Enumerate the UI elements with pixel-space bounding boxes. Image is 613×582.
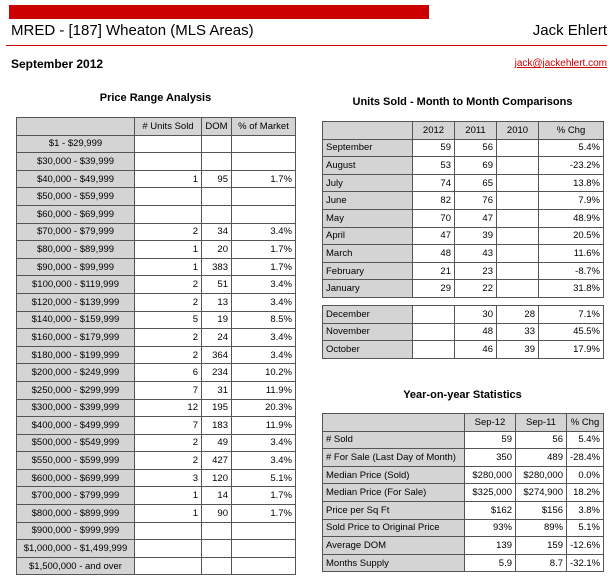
units-sold-header-cell: 2011 bbox=[455, 122, 497, 140]
price-range-cell: 5.1% bbox=[232, 469, 296, 487]
price-range-cell: 24 bbox=[202, 329, 232, 347]
price-range-title: Price Range Analysis bbox=[99, 92, 212, 104]
price-range-cell bbox=[135, 188, 202, 206]
price-range-cell bbox=[135, 557, 202, 575]
price-range-cell: 1.7% bbox=[232, 170, 296, 188]
yoy-cell: $325,000 bbox=[465, 484, 516, 502]
units-sold-cell: 11.6% bbox=[539, 245, 604, 263]
units-sold-cell: 30 bbox=[455, 305, 497, 323]
price-range-cell: 3.4% bbox=[232, 293, 296, 311]
units-sold-cell: 70 bbox=[413, 209, 455, 227]
units-sold-cell: 48.9% bbox=[539, 209, 604, 227]
yoy-header-cell: % Chg bbox=[567, 414, 604, 432]
price-range-cell: 1 bbox=[135, 487, 202, 505]
units-sold-row-label: October bbox=[323, 341, 413, 359]
yoy-header-cell: Sep-11 bbox=[516, 414, 567, 432]
yoy-row-label: # Sold bbox=[323, 431, 465, 449]
price-range-cell: 95 bbox=[202, 170, 232, 188]
price-range-cell: 14 bbox=[202, 487, 232, 505]
yoy-cell: 139 bbox=[465, 537, 516, 555]
units-sold-row bbox=[323, 192, 604, 210]
units-sold-cell bbox=[497, 227, 539, 245]
price-range-cell: 120 bbox=[202, 469, 232, 487]
yoy-row-label: Price per Sq Ft bbox=[323, 501, 465, 519]
price-range-cell: 34 bbox=[202, 223, 232, 241]
price-range-cell: 8.5% bbox=[232, 311, 296, 329]
price-range-cell: 10.2% bbox=[232, 364, 296, 382]
units-sold-row bbox=[323, 262, 604, 280]
price-range-cell: 364 bbox=[202, 346, 232, 364]
units-sold-row bbox=[323, 227, 604, 245]
units-sold-cell: 39 bbox=[497, 341, 539, 359]
price-range-cell: 2 bbox=[135, 452, 202, 470]
units-sold-cell: 28 bbox=[497, 305, 539, 323]
price-range-row-label: $250,000 - $299,999 bbox=[17, 381, 135, 399]
units-sold-cell: -8.7% bbox=[539, 262, 604, 280]
yoy-title: Year-on-year Statistics bbox=[403, 389, 522, 401]
price-range-cell bbox=[135, 135, 202, 153]
price-range-row bbox=[17, 258, 296, 276]
price-range-cell: 7 bbox=[135, 417, 202, 435]
yoy-cell: 8.7 bbox=[516, 554, 567, 572]
yoy-row bbox=[323, 519, 604, 537]
price-range-cell bbox=[202, 205, 232, 223]
yoy-row-label: # For Sale (Last Day of Month) bbox=[323, 449, 465, 467]
yoy-cell: 89% bbox=[516, 519, 567, 537]
table-spacer-row bbox=[323, 297, 604, 305]
yoy-row bbox=[323, 501, 604, 519]
price-range-row bbox=[17, 557, 296, 575]
price-range-row-label: $700,000 - $799,999 bbox=[17, 487, 135, 505]
yoy-row bbox=[323, 449, 604, 467]
price-range-row-label: $400,000 - $499,999 bbox=[17, 417, 135, 435]
yoy-cell: 5.4% bbox=[567, 431, 604, 449]
price-range-cell: 19 bbox=[202, 311, 232, 329]
yoy-cell: $280,000 bbox=[465, 466, 516, 484]
price-range-cell: 427 bbox=[202, 452, 232, 470]
price-range-cell: 2 bbox=[135, 276, 202, 294]
units-sold-cell bbox=[413, 305, 455, 323]
price-range-cell: 3.4% bbox=[232, 346, 296, 364]
price-range-row bbox=[17, 170, 296, 188]
price-range-row-label: $300,000 - $399,999 bbox=[17, 399, 135, 417]
units-sold-cell: 5.4% bbox=[539, 139, 604, 157]
price-range-header-cell: # Units Sold bbox=[135, 118, 202, 136]
price-range-cell bbox=[232, 205, 296, 223]
price-range-row-label: $180,000 - $199,999 bbox=[17, 346, 135, 364]
price-range-row bbox=[17, 329, 296, 347]
price-range-row bbox=[17, 364, 296, 382]
price-range-cell bbox=[135, 540, 202, 558]
units-sold-cell: 22 bbox=[455, 280, 497, 298]
report-title: MRED - [187] Wheaton (MLS Areas) bbox=[11, 22, 254, 39]
price-range-cell: 3.4% bbox=[232, 329, 296, 347]
price-range-row-label: $100,000 - $119,999 bbox=[17, 276, 135, 294]
price-range-cell: 3.4% bbox=[232, 452, 296, 470]
units-sold-cell: 48 bbox=[413, 245, 455, 263]
units-sold-cell: 13.8% bbox=[539, 174, 604, 192]
price-range-row-label: $80,000 - $89,999 bbox=[17, 241, 135, 259]
price-range-cell: 31 bbox=[202, 381, 232, 399]
units-sold-row-label: August bbox=[323, 157, 413, 175]
price-range-cell bbox=[202, 522, 232, 540]
units-sold-cell: 39 bbox=[455, 227, 497, 245]
price-range-row bbox=[17, 487, 296, 505]
price-range-cell: 11.9% bbox=[232, 417, 296, 435]
units-sold-cell: 74 bbox=[413, 174, 455, 192]
yoy-row-label: Median Price (For Sale) bbox=[323, 484, 465, 502]
units-sold-cell: 7.9% bbox=[539, 192, 604, 210]
yoy-row-label: Median Price (Sold) bbox=[323, 466, 465, 484]
price-range-cell bbox=[202, 557, 232, 575]
units-sold-cell: 76 bbox=[455, 192, 497, 210]
price-range-cell bbox=[135, 153, 202, 171]
price-range-cell bbox=[202, 188, 232, 206]
price-range-cell bbox=[232, 153, 296, 171]
units-sold-cell: 53 bbox=[413, 157, 455, 175]
price-range-header-cell: DOM bbox=[202, 118, 232, 136]
units-sold-cell: 45.5% bbox=[539, 323, 604, 341]
units-sold-row bbox=[323, 245, 604, 263]
header-divider bbox=[6, 45, 607, 46]
units-sold-row-label: July bbox=[323, 174, 413, 192]
yoy-row bbox=[323, 554, 604, 572]
yoy-header-cell bbox=[323, 414, 465, 432]
yoy-cell: $280,000 bbox=[516, 466, 567, 484]
price-range-cell: 1.7% bbox=[232, 487, 296, 505]
price-range-cell: 20.3% bbox=[232, 399, 296, 417]
yoy-cell: -28.4% bbox=[567, 449, 604, 467]
price-range-row bbox=[17, 540, 296, 558]
units-sold-header-cell: 2012 bbox=[413, 122, 455, 140]
price-range-cell: 2 bbox=[135, 346, 202, 364]
units-sold-cell: 47 bbox=[455, 209, 497, 227]
price-range-row bbox=[17, 276, 296, 294]
price-range-cell bbox=[232, 540, 296, 558]
units-sold-cell: 48 bbox=[455, 323, 497, 341]
price-range-row-label: $900,000 - $999,999 bbox=[17, 522, 135, 540]
price-range-cell bbox=[232, 188, 296, 206]
units-sold-cell: 21 bbox=[413, 262, 455, 280]
header-accent-bar bbox=[9, 5, 429, 19]
price-range-row bbox=[17, 505, 296, 523]
price-range-cell: 234 bbox=[202, 364, 232, 382]
price-range-cell bbox=[135, 522, 202, 540]
yoy-row bbox=[323, 466, 604, 484]
yoy-cell: $156 bbox=[516, 501, 567, 519]
units-sold-row bbox=[323, 139, 604, 157]
price-range-cell: 6 bbox=[135, 364, 202, 382]
price-range-cell: 90 bbox=[202, 505, 232, 523]
price-range-row-label: $200,000 - $249,999 bbox=[17, 364, 135, 382]
price-range-cell: 1.7% bbox=[232, 505, 296, 523]
price-range-row-label: $30,000 - $39,999 bbox=[17, 153, 135, 171]
units-sold-row bbox=[323, 174, 604, 192]
price-range-cell: 3.4% bbox=[232, 223, 296, 241]
price-range-table bbox=[16, 117, 296, 575]
price-range-cell: 3 bbox=[135, 469, 202, 487]
price-range-cell: 1.7% bbox=[232, 258, 296, 276]
yoy-cell: 350 bbox=[465, 449, 516, 467]
price-range-cell bbox=[232, 135, 296, 153]
price-range-row-label: $160,000 - $179,999 bbox=[17, 329, 135, 347]
price-range-cell: 1 bbox=[135, 258, 202, 276]
yoy-cell: 59 bbox=[465, 431, 516, 449]
price-range-cell: 7 bbox=[135, 381, 202, 399]
units-sold-cell bbox=[497, 245, 539, 263]
units-sold-header-cell bbox=[323, 122, 413, 140]
price-range-cell: 20 bbox=[202, 241, 232, 259]
price-range-row bbox=[17, 381, 296, 399]
yoy-cell: 5.1% bbox=[567, 519, 604, 537]
units-sold-cell bbox=[497, 174, 539, 192]
price-range-cell: 12 bbox=[135, 399, 202, 417]
yoy-cell: -32.1% bbox=[567, 554, 604, 572]
price-range-cell: 13 bbox=[202, 293, 232, 311]
price-range-row-label: $120,000 - $139,999 bbox=[17, 293, 135, 311]
price-range-cell: 1.7% bbox=[232, 241, 296, 259]
price-range-row-label: $550,000 - $599,999 bbox=[17, 452, 135, 470]
price-range-row-label: $500,000 - $549,999 bbox=[17, 434, 135, 452]
price-range-cell bbox=[135, 205, 202, 223]
units-sold-cell bbox=[497, 192, 539, 210]
units-sold-cell bbox=[497, 280, 539, 298]
units-sold-cell: 69 bbox=[455, 157, 497, 175]
units-sold-cell: 56 bbox=[455, 139, 497, 157]
price-range-cell: 3.4% bbox=[232, 276, 296, 294]
yoy-row bbox=[323, 431, 604, 449]
units-sold-cell: 29 bbox=[413, 280, 455, 298]
units-sold-cell bbox=[413, 341, 455, 359]
units-sold-row bbox=[323, 209, 604, 227]
yoy-row-label: Months Supply bbox=[323, 554, 465, 572]
units-sold-row bbox=[323, 341, 604, 359]
price-range-cell bbox=[232, 557, 296, 575]
units-sold-cell: 33 bbox=[497, 323, 539, 341]
units-sold-row-label: March bbox=[323, 245, 413, 263]
units-sold-row-label: December bbox=[323, 305, 413, 323]
price-range-row-label: $1,500,000 - and over bbox=[17, 557, 135, 575]
units-sold-row-label: April bbox=[323, 227, 413, 245]
price-range-cell: 195 bbox=[202, 399, 232, 417]
yoy-cell: 0.0% bbox=[567, 466, 604, 484]
yoy-row bbox=[323, 537, 604, 555]
yoy-cell: 489 bbox=[516, 449, 567, 467]
units-sold-cell: 20.5% bbox=[539, 227, 604, 245]
price-range-row bbox=[17, 293, 296, 311]
yoy-cell: -12.6% bbox=[567, 537, 604, 555]
price-range-row bbox=[17, 153, 296, 171]
yoy-cell: 56 bbox=[516, 431, 567, 449]
yoy-row-label: Sold Price to Original Price bbox=[323, 519, 465, 537]
yoy-cell: 18.2% bbox=[567, 484, 604, 502]
price-range-row-label: $90,000 - $99,999 bbox=[17, 258, 135, 276]
yoy-header-cell: Sep-12 bbox=[465, 414, 516, 432]
yoy-cell: 159 bbox=[516, 537, 567, 555]
units-sold-row bbox=[323, 280, 604, 298]
units-sold-cell bbox=[413, 323, 455, 341]
yoy-cell: $162 bbox=[465, 501, 516, 519]
yoy-cell: 93% bbox=[465, 519, 516, 537]
price-range-row bbox=[17, 469, 296, 487]
units-sold-cell bbox=[497, 209, 539, 227]
units-sold-cell: 47 bbox=[413, 227, 455, 245]
units-sold-row bbox=[323, 305, 604, 323]
yoy-row-label: Average DOM bbox=[323, 537, 465, 555]
price-range-row bbox=[17, 399, 296, 417]
price-range-header-cell: % of Market bbox=[232, 118, 296, 136]
yoy-statistics-table bbox=[322, 413, 604, 572]
units-sold-row-label: February bbox=[323, 262, 413, 280]
price-range-cell: 49 bbox=[202, 434, 232, 452]
price-range-row bbox=[17, 417, 296, 435]
price-range-row bbox=[17, 241, 296, 259]
units-sold-cell: 43 bbox=[455, 245, 497, 263]
price-range-cell bbox=[202, 540, 232, 558]
units-sold-cell bbox=[497, 157, 539, 175]
price-range-row-label: $600,000 - $699,999 bbox=[17, 469, 135, 487]
units-sold-cell: 31.8% bbox=[539, 280, 604, 298]
price-range-cell bbox=[202, 153, 232, 171]
price-range-row bbox=[17, 223, 296, 241]
price-range-row bbox=[17, 346, 296, 364]
report-period: September 2012 bbox=[11, 57, 104, 71]
price-range-cell bbox=[202, 135, 232, 153]
price-range-cell: 51 bbox=[202, 276, 232, 294]
price-range-row bbox=[17, 452, 296, 470]
author-name: Jack Ehlert bbox=[532, 22, 607, 39]
price-range-row-label: $40,000 - $49,999 bbox=[17, 170, 135, 188]
price-range-row bbox=[17, 135, 296, 153]
units-sold-row-label: September bbox=[323, 139, 413, 157]
units-sold-row bbox=[323, 323, 604, 341]
units-sold-title: Units Sold - Month to Month Comparisons bbox=[352, 96, 573, 108]
price-range-cell: 11.9% bbox=[232, 381, 296, 399]
units-sold-row bbox=[323, 157, 604, 175]
price-range-cell bbox=[232, 522, 296, 540]
price-range-cell: 3.4% bbox=[232, 434, 296, 452]
units-sold-cell: 82 bbox=[413, 192, 455, 210]
units-sold-cell: -23.2% bbox=[539, 157, 604, 175]
units-sold-row-label: November bbox=[323, 323, 413, 341]
price-range-cell: 1 bbox=[135, 170, 202, 188]
price-range-row-label: $60,000 - $69,999 bbox=[17, 205, 135, 223]
units-sold-cell: 23 bbox=[455, 262, 497, 280]
units-sold-cell: 7.1% bbox=[539, 305, 604, 323]
price-range-row-label: $1,000,000 - $1,499,999 bbox=[17, 540, 135, 558]
units-sold-cell: 65 bbox=[455, 174, 497, 192]
price-range-row-label: $70,000 - $79,999 bbox=[17, 223, 135, 241]
units-sold-cell: 59 bbox=[413, 139, 455, 157]
units-sold-cell: 46 bbox=[455, 341, 497, 359]
price-range-row-label: $1 - $29,999 bbox=[17, 135, 135, 153]
price-range-cell: 383 bbox=[202, 258, 232, 276]
units-sold-cell bbox=[497, 139, 539, 157]
price-range-row bbox=[17, 311, 296, 329]
price-range-cell: 2 bbox=[135, 223, 202, 241]
price-range-row-label: $800,000 - $899,999 bbox=[17, 505, 135, 523]
units-sold-row-label: June bbox=[323, 192, 413, 210]
units-sold-cell: 17.9% bbox=[539, 341, 604, 359]
yoy-cell: 3.8% bbox=[567, 501, 604, 519]
price-range-cell: 1 bbox=[135, 505, 202, 523]
price-range-row bbox=[17, 188, 296, 206]
units-sold-header-cell: 2010 bbox=[497, 122, 539, 140]
price-range-cell: 2 bbox=[135, 293, 202, 311]
price-range-row bbox=[17, 522, 296, 540]
price-range-row-label: $140,000 - $159,999 bbox=[17, 311, 135, 329]
author-email-link[interactable]: jack@jackehlert.com bbox=[514, 58, 607, 69]
price-range-cell: 2 bbox=[135, 329, 202, 347]
price-range-row bbox=[17, 205, 296, 223]
price-range-cell: 1 bbox=[135, 241, 202, 259]
yoy-row bbox=[323, 484, 604, 502]
price-range-row-label: $50,000 - $59,999 bbox=[17, 188, 135, 206]
price-range-header-cell bbox=[17, 118, 135, 136]
units-sold-row-label: January bbox=[323, 280, 413, 298]
units-sold-row-label: May bbox=[323, 209, 413, 227]
yoy-cell: $274,900 bbox=[516, 484, 567, 502]
price-range-cell: 2 bbox=[135, 434, 202, 452]
price-range-cell: 5 bbox=[135, 311, 202, 329]
units-sold-table bbox=[322, 121, 604, 359]
price-range-cell: 183 bbox=[202, 417, 232, 435]
units-sold-cell bbox=[497, 262, 539, 280]
price-range-row bbox=[17, 434, 296, 452]
units-sold-header-cell: % Chg bbox=[539, 122, 604, 140]
yoy-cell: 5.9 bbox=[465, 554, 516, 572]
